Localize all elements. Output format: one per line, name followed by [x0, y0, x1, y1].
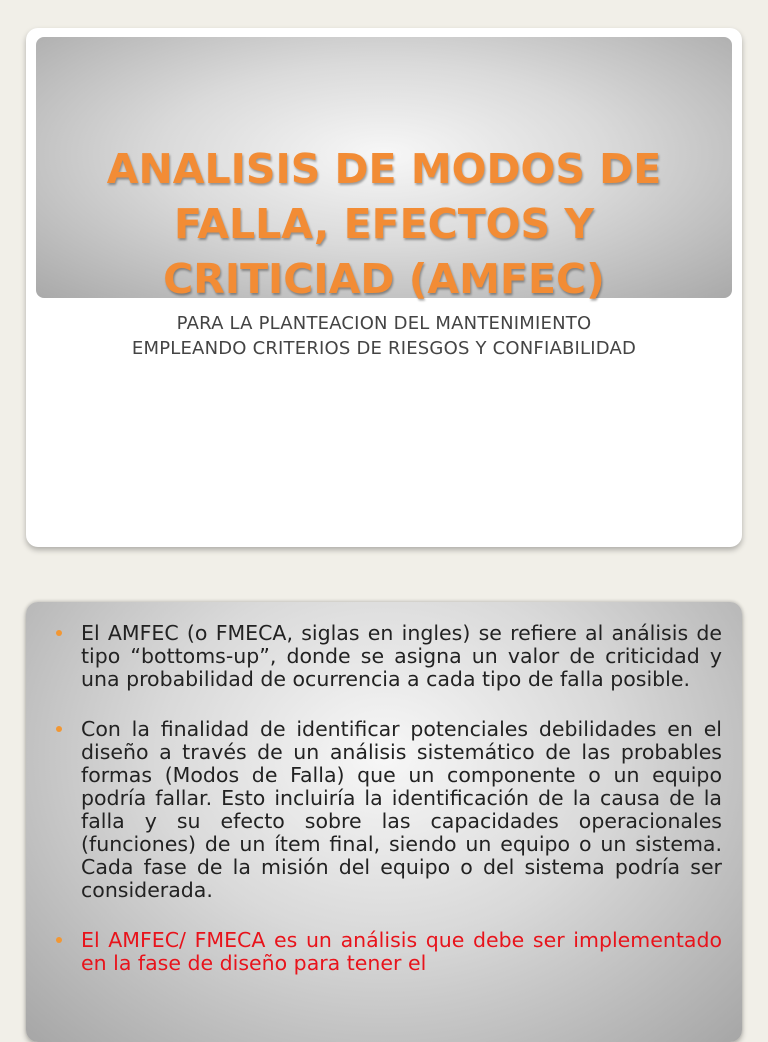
slide-subtitle — [26, 311, 742, 361]
bullet-text-1: El AMFEC (o FMECA, siglas en ingles) se refiere al análisis de tipo “bottoms-up”, donde se asigna un valor de criticidad y una probabilidad de ocurrencia a cada tipo de falla posible. — [81, 621, 722, 691]
slide-title — [26, 142, 742, 307]
bullet-dot-icon — [56, 630, 62, 636]
subtitle-line-1: PARA LA PLANTEACION DEL MANTENIMIENTO — [176, 313, 592, 334]
bullet-item-2 — [54, 718, 722, 902]
content-slide — [26, 602, 742, 1042]
bullet-list — [54, 622, 722, 1002]
bullet-text-2: Con la finalidad de identificar potenciales debilidades en el diseño a través de un análisis sistemático de las probables formas (Modos de Falla) que un componente o un equipo podría fallar. Esto incluiría la identificación de la causa de la falla y su efecto sobre las capacidades operacionales (funciones) de un ítem final, siendo un equipo o un sistema. Cada fase de la misión del equipo o del sistema podría ser considerada. — [81, 717, 722, 902]
bullet-dot-icon — [56, 937, 62, 943]
title-line-2: FALLA, EFECTOS Y — [173, 200, 595, 248]
subtitle-line-2: EMPLEANDO CRITERIOS DE RIESGOS Y CONFIABILIDAD — [131, 338, 637, 359]
bullet-dot-icon — [56, 726, 62, 732]
bullet-item-1 — [54, 622, 722, 691]
title-slide — [26, 28, 742, 547]
bullet-text-3: El AMFEC/ FMECA es un análisis que debe ser implementado en la fase de diseño para tener el — [81, 928, 722, 975]
bullet-item-3 — [54, 929, 722, 975]
title-line-3: CRITICIAD (AMFEC) — [163, 255, 605, 303]
title-line-1: ANALISIS DE MODOS DE — [106, 145, 662, 193]
